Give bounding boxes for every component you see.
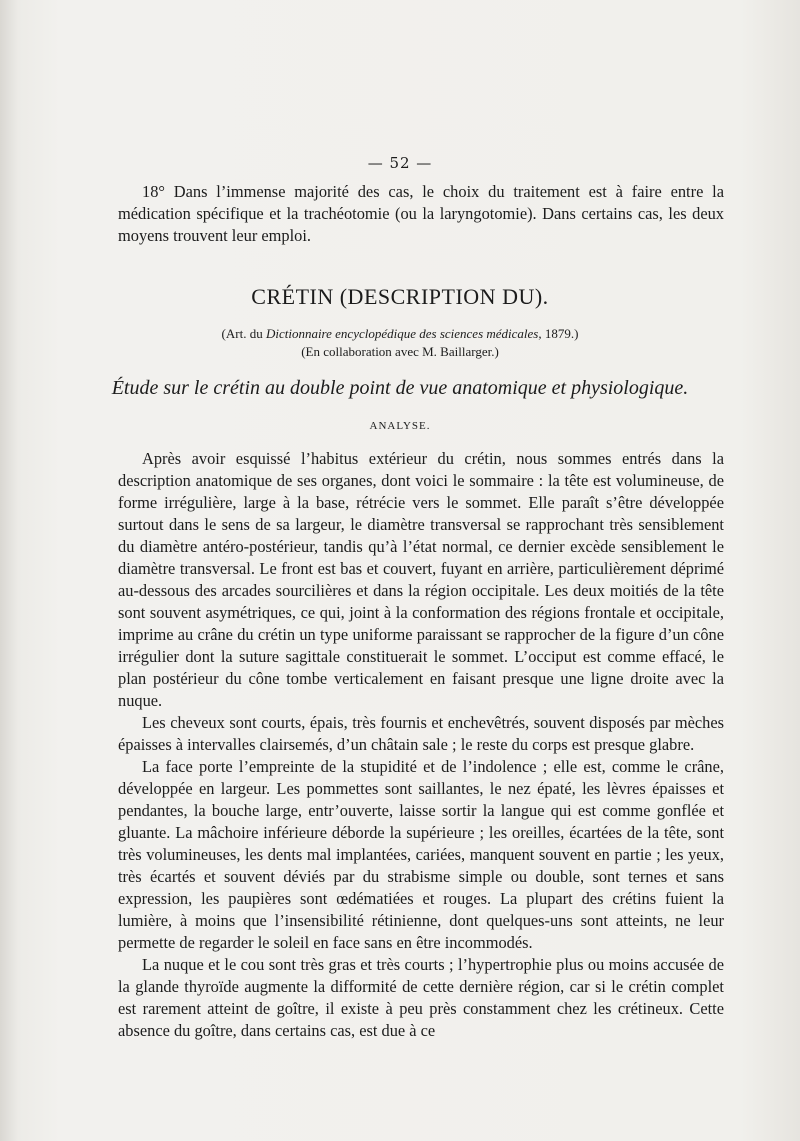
source-dictionary: Dictionnaire encyclopédique des sciences médicales, bbox=[265, 326, 542, 341]
source-prefix: (Art. du bbox=[221, 326, 263, 341]
body-paragraph: Les cheveux sont courts, épais, très fournis et enchevêtrés, souvent disposés par mèches épaisses à intervalles clairsemés, d’un châtain sale ; le reste du corps est presque glabre. bbox=[118, 713, 724, 754]
body-paragraph: La nuque et le cou sont très gras et très courts ; l’hypertrophie plus ou moins accusée de la glande thyroïde augmente la difformité de cette dernière région, car si le crétin complet est rarement atteint de goître, il existe à peu près constamment chez les crétineux. Cette absence du goître, dans certains cas, est due à ce bbox=[118, 955, 724, 1040]
section-label: ANALYSE. bbox=[369, 420, 431, 432]
article-source bbox=[0, 326, 800, 342]
page-number: — 52 — bbox=[367, 154, 433, 172]
body-paragraph: Après avoir esquissé l’habitus extérieur du crétin, nous sommes entrés dans la description anatomique de ses organes, dont voici le sommaire : la tête est volumineuse, de forme irrégulière, large à la base, rétrécie vers le sommet. Elle paraît s’être développée surtout dans le sens de sa largeur, le diamètre transversal se rapprochant très sensiblement du diamètre antéro-postérieur, tandis qu’à l’état normal, ce dernier excède sensiblement le diamètre transversal. Le front est bas et couvert, fuyant en arrière, particulièrement déprimé au-dessous des arcades sourcilières et dans la région occipitale. Les deux moitiés de la tête sont souvent asymétriques, ce qui, joint à la conformation des régions frontale et occipitale, imprime au crâne du crétin un type uniforme paraissant se rapprocher de la figure d’un cône irrégulier dont la suture sagittale constituerait le sommet. L’occiput est comme effacé, le plan postérieur du cône tombe verticalement en faisant presque une ligne droite avec la nuque. bbox=[118, 449, 724, 710]
study-title: Étude sur le crétin au double point de vue anatomique et physiologique. bbox=[111, 377, 689, 399]
body-paragraph: La face porte l’empreinte de la stupidité et de l’indolence ; elle est, comme le crâne, développée en largeur. Les pommettes sont saillantes, le nez épaté, les lèvres épaisses et pendantes, la bouche large, entr’ouverte, laisse sortir la langue qui est comme gonflée et gluante. La mâchoire inférieure déborde la supérieure ; les oreilles, écartées de la tête, sont très volumineuses, les dents mal implantées, cariées, manquent souvent en partie ; les yeux, très écartés et souvent déviés par du strabisme simple ou double, sont ternes et sans expression, les paupières sont œdématiées et rouges. La plupart des crétins fuient la lumière, à moins que l’insensibilité rétinienne, dont quelques-uns sont atteints, ne leur permette de regarder le soleil en face sans en être incommodés. bbox=[118, 757, 724, 952]
intro-section bbox=[118, 181, 724, 247]
article-collaboration: (En collaboration avec M. Baillarger.) bbox=[301, 344, 499, 359]
source-year: 1879.) bbox=[544, 326, 579, 341]
main-text bbox=[118, 448, 724, 1042]
article-title: CRÉTIN (DESCRIPTION DU). bbox=[251, 284, 549, 309]
intro-paragraph: 18° Dans l’immense majorité des cas, le choix du traitement est à faire entre la médication spécifique et la trachéotomie (ou la laryngotomie). Dans certains cas, les deux moyens trouvent leur emploi. bbox=[118, 182, 724, 245]
